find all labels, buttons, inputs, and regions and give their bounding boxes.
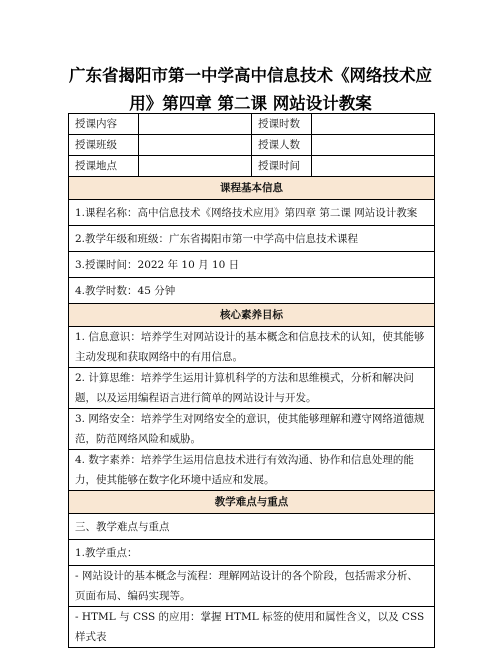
content-row	[69, 226, 435, 252]
info-label: 授课地点	[69, 156, 139, 177]
basic-info-line: 1.课程名称：高中信息技术《网络技术应用》第四章 第二课 网站设计教案	[69, 200, 435, 226]
difficulty-line: 1.教学重点：	[69, 540, 435, 566]
info-value	[312, 156, 435, 177]
content-row	[69, 278, 435, 304]
info-label: 授课时间	[252, 156, 312, 177]
section-header-row	[69, 177, 435, 200]
content-row	[69, 566, 435, 607]
difficulty-line: 三、教学难点与重点	[69, 514, 435, 540]
literacy-paragraph: 4. 数字素养：培养学生运用信息技术进行有效沟通、协作和信息处理的能力，使其能够在数字化环境中适应和发展。	[69, 450, 435, 491]
content-row	[69, 368, 435, 409]
section-heading: 核心素养目标	[69, 304, 435, 327]
info-row	[69, 135, 435, 156]
section-header-row	[69, 304, 435, 327]
content-row	[69, 409, 435, 450]
info-label: 授课班级	[69, 135, 139, 156]
info-label: 授课人数	[252, 135, 312, 156]
section-heading: 课程基本信息	[69, 177, 435, 200]
content-row	[69, 327, 435, 368]
content-row	[69, 607, 435, 648]
basic-info-line: 2.教学年级和班级：广东省揭阳市第一中学高中信息技术课程	[69, 226, 435, 252]
basic-info-line: 3.授课时间：2022 年 10 月 10 日	[69, 252, 435, 278]
lesson-plan-table	[68, 113, 435, 648]
content-row	[69, 540, 435, 566]
difficulty-paragraph: - HTML 与 CSS 的应用：掌握 HTML 标签的使用和属性含义，以及 CSS 样式表	[69, 607, 435, 648]
document-title: 广东省揭阳市第一中学高中信息技术《网络技术应用》第四章 第二课 网站设计教案	[69, 66, 432, 113]
section-header-row	[69, 491, 435, 514]
difficulty-paragraph: - 网站设计的基本概念与流程：理解网站设计的各个阶段，包括需求分析、页面布局、编码实现等。	[69, 566, 435, 607]
info-value	[312, 135, 435, 156]
content-row	[69, 200, 435, 226]
content-row	[69, 450, 435, 491]
content-row	[69, 514, 435, 540]
info-row	[69, 114, 435, 135]
basic-info-line: 4.教学时数：45 分钟	[69, 278, 435, 304]
content-row	[69, 252, 435, 278]
info-value	[139, 114, 252, 135]
info-row	[69, 156, 435, 177]
literacy-paragraph: 2. 计算思维：培养学生运用计算机科学的方法和思维模式，分析和解决问题，以及运用编程语言进行简单的网站设计与开发。	[69, 368, 435, 409]
section-heading: 教学难点与重点	[69, 491, 435, 514]
info-value	[139, 156, 252, 177]
info-label: 授课时数	[252, 114, 312, 135]
info-label: 授课内容	[69, 114, 139, 135]
literacy-paragraph: 1. 信息意识：培养学生对网站设计的基本概念和信息技术的认知，使其能够主动发现和获取网络中的有用信息。	[69, 327, 435, 368]
info-value	[139, 135, 252, 156]
literacy-paragraph: 3. 网络安全：培养学生对网络安全的意识，使其能够理解和遵守网络道德规范，防范网络风险和威胁。	[69, 409, 435, 450]
info-value	[312, 114, 435, 135]
